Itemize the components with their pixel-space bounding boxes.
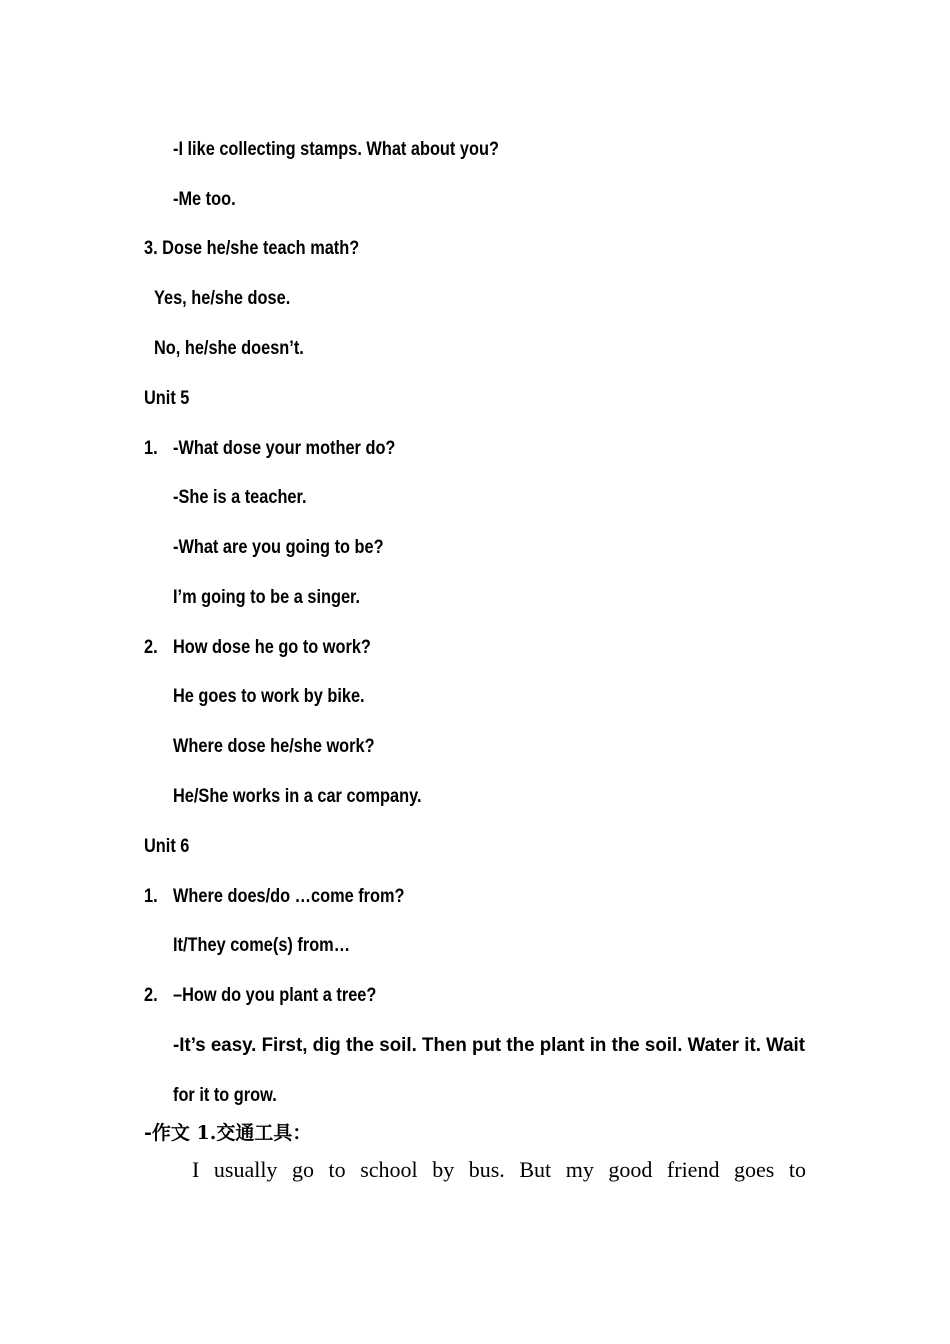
question-heading: 3. Dose he/she teach math? bbox=[144, 238, 360, 259]
dialogue-line-justified bbox=[173, 1033, 805, 1059]
essay-heading: -作文 1.交通工具： bbox=[144, 1122, 312, 1144]
dialogue-line: -I like collecting stamps. What about you? bbox=[173, 139, 499, 160]
list-number: 2. bbox=[144, 985, 158, 1006]
answer-line: Yes, he/she dose. bbox=[154, 288, 291, 309]
dialogue-line: Where does/do …come from? bbox=[173, 886, 405, 907]
essay-paragraph-line: I usually go to school by bus. But my good friend goes to bbox=[192, 1157, 806, 1182]
dialogue-line: I’m going to be a singer. bbox=[173, 587, 361, 608]
dialogue-line: Where dose he/she work? bbox=[173, 736, 375, 757]
dialogue-line: -Me too. bbox=[173, 189, 236, 210]
answer-line: No, he/she doesn’t. bbox=[154, 338, 304, 359]
dialogue-line: He goes to work by bike. bbox=[173, 686, 365, 707]
list-number: 1. bbox=[144, 886, 158, 907]
dialogue-text: -It’s easy. First, dig the soil. Then put the plant in the soil. Water it. Wait bbox=[173, 1035, 805, 1056]
dialogue-line: –How do you plant a tree? bbox=[173, 985, 377, 1006]
dialogue-line: for it to grow. bbox=[173, 1085, 277, 1106]
dialogue-line: -What are you going to be? bbox=[173, 537, 384, 558]
dialogue-line: -What dose your mother do? bbox=[173, 438, 396, 459]
dialogue-line: He/She works in a car company. bbox=[173, 786, 422, 807]
dialogue-line: -She is a teacher. bbox=[173, 487, 307, 508]
list-number: 1. bbox=[144, 438, 158, 459]
unit-heading: Unit 5 bbox=[144, 388, 190, 409]
unit-heading: Unit 6 bbox=[144, 836, 190, 857]
list-number: 2. bbox=[144, 637, 158, 658]
dialogue-line: It/They come(s) from… bbox=[173, 935, 351, 956]
dialogue-line: How dose he go to work? bbox=[173, 637, 371, 658]
